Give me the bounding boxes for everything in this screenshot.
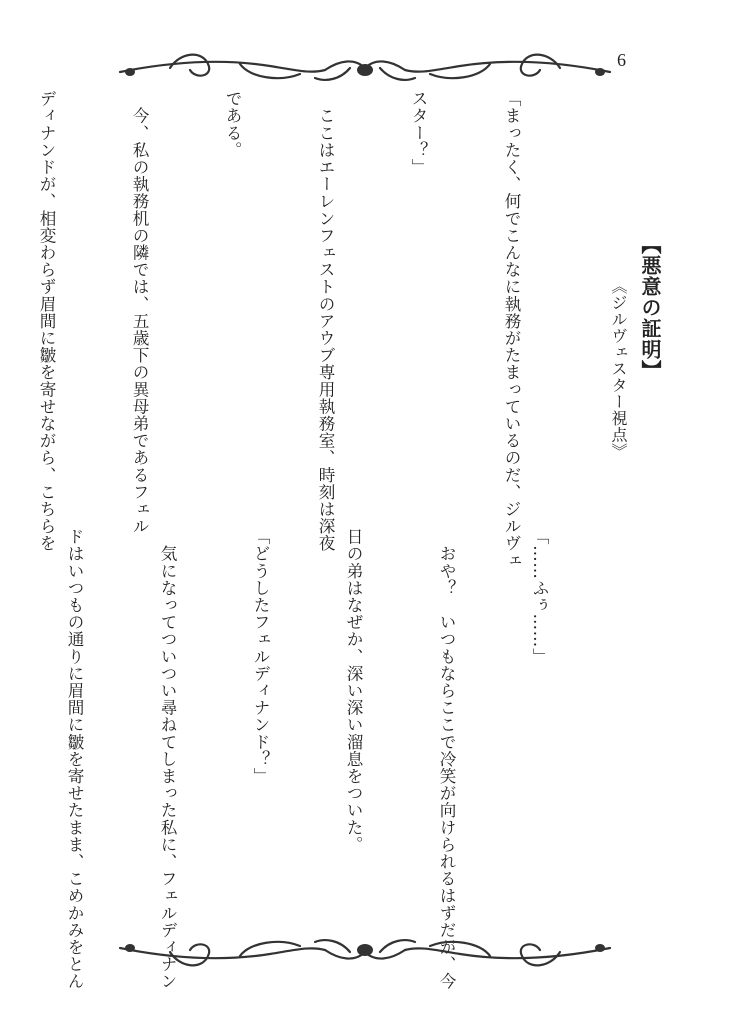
text-line: おや？ いつもならここで冷笑が向けられるはずだが、今 — [437, 528, 456, 990]
bottom-ornament — [110, 920, 620, 980]
text-line: である。 — [223, 90, 242, 159]
upper-text-section — [37, 90, 589, 569]
text-line: スター？」 — [409, 90, 428, 176]
top-ornament — [110, 38, 620, 98]
text-line: ここはエーレンフェストのアウブ専用執務室、時刻は深夜 — [316, 90, 335, 552]
text-line: 「……ふぅ……」 — [530, 528, 549, 665]
text-line: 今、私の執務机の隣では、五歳下の異母弟であるフェル — [130, 90, 149, 535]
text-line: 「どうしたフェルディナンド？」 — [251, 528, 270, 785]
page-number: 6 — [617, 50, 626, 70]
chapter-title: 【悪意の証明】 — [638, 234, 662, 381]
text-line: 日の弟はなぜか、深い深い溜息をついた。 — [344, 528, 363, 853]
text-line: ディナンドが、相変わらず眉間に皺を寄せながら、こちらを — [37, 90, 56, 552]
text-line: 気になってついつい尋ねてしまった私に、フェルディナン — [158, 528, 177, 990]
text-line: ドはいつもの通りに眉間に皺を寄せたまま、こめかみをとん — [65, 528, 84, 990]
chapter-subtitle: 《ジルヴェスター視点》 — [609, 278, 628, 460]
chapter-heading — [603, 234, 667, 534]
lower-text-section — [65, 528, 617, 990]
text-line: 「まったく、何でこんなに執務がたまっているのだ、ジルヴェ — [502, 90, 521, 569]
